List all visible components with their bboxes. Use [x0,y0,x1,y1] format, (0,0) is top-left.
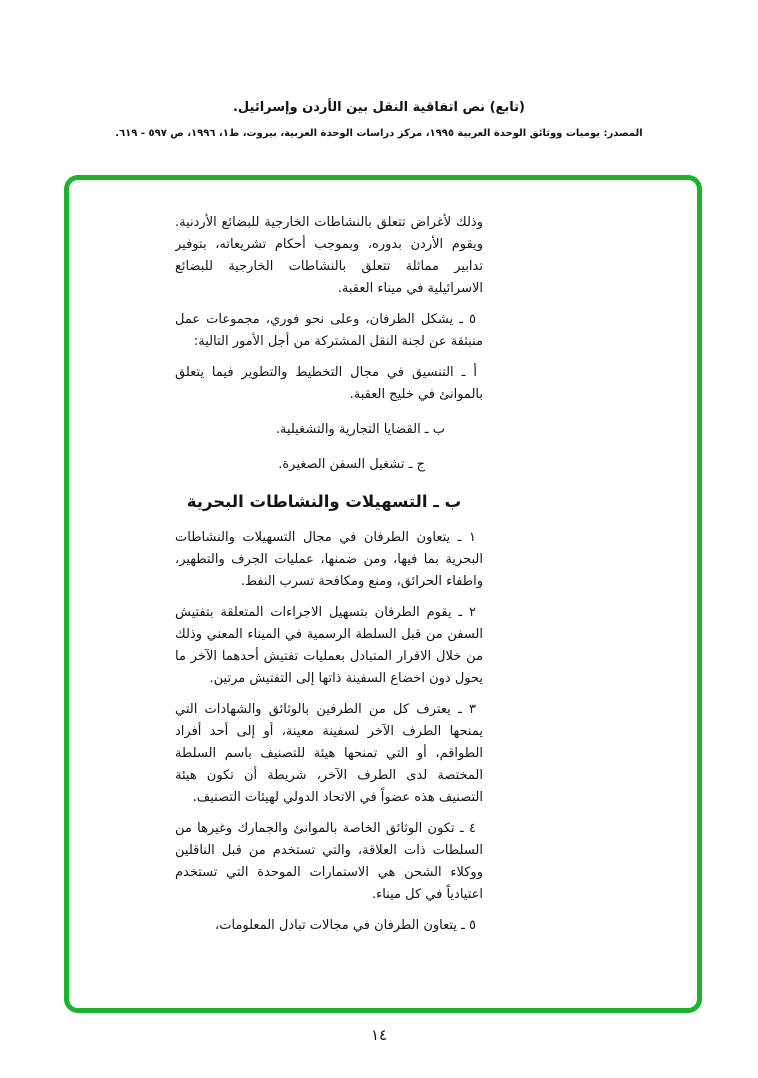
paragraph-section-4: ٤ ـ تكون الوثائق الخاصة بالموانئ والجمارك وغيرها من السلطات ذات العلاقة، والتي تستخدم من قبل الناقلين ووكلاء الشحن هي الاستمارات الموحدة التي تستخدم اعتيادياً في كل ميناء. [175,821,483,902]
text-column [175,212,483,946]
paragraph-section-3: ٣ ـ يعترف كل من الطرفين بالوثائق والشهادات التي يمنحها الطرف الآخر لسفينة معينة، أو إلى أحد أفراد الطواقم، أو التي تمنحها هيئة للتصنيف باسم السلطة المختصة لدى الطرف الآخر، شريطة أن تكون هيئة التصنيف هذه عضواً في الاتحاد الدولي لهيئات التصنيف. [175,702,483,805]
source-line: المصدر: يوميات ووثائق الوحدة العربية ١٩٩٥، مركز دراسات الوحدة العربية، بيروت، ط١، ١٩٩٦، ص ٥٩٧ - ٦١٩. [115,128,643,139]
paragraph-continuation: وذلك لأغراض تتعلق بالنشاطات الخارجية للبضائع الأردنية. ويقوم الأردن بدوره، وبموجب أحكام تشريعاته، بتوفير تدابير مماثلة تتعلق بالنشاطات الخارجية للبضائع الاسرائيلية في ميناء العقبة. [175,215,483,296]
content-highlight-box [64,175,702,1013]
subitem-a: أ ـ التنسيق في مجال التخطيط والتطوير فيما يتعلق بالموانئ في خليج العقبة. [175,365,483,402]
paragraph-section-5: ٥ ـ يتعاون الطرفان في مجالات تبادل المعلومات، [215,918,476,933]
paragraph-section-2: ٢ ـ يقوم الطرفان بتسهيل الاجراءات المتعلقة بتفتيش السفن من قبل السلطة الرسمية في الميناء المعني وذلك من خلال الاقرار المتبادل بعمليات تفتيش أحدهما الآخر ما يحول دون اخضاع السفينة ذاتها إلى التفتيش مرتين. [175,605,483,686]
section-heading: ب ـ التسهيلات والنشاطات البحرية [186,492,462,511]
page-number: ١٤ [370,1026,388,1044]
paragraph-section-1: ١ ـ يتعاون الطرفان في مجال التسهيلات والنشاطات البحرية بما فيها، ومن ضمنها، عمليات الجرف والتطهير، واطفاء الحرائق، ومنع ومكافحة تسرب النفط. [175,530,483,589]
subitem-b: ب ـ القضايا التجارية والتشغيلية. [275,422,445,437]
paragraph-item-5: ٥ ـ يشكل الطرفان، وعلى نحو فوري، مجموعات عمل منبثقة عن لجنة النقل المشتركة من أجل الأمور التالية: [175,312,483,349]
subitem-c: ج ـ تشغيل السفن الصغيرة. [278,457,425,472]
page-title: (تابع) نص اتفاقية النقل بين الأردن وإسرائيل. [232,100,525,115]
